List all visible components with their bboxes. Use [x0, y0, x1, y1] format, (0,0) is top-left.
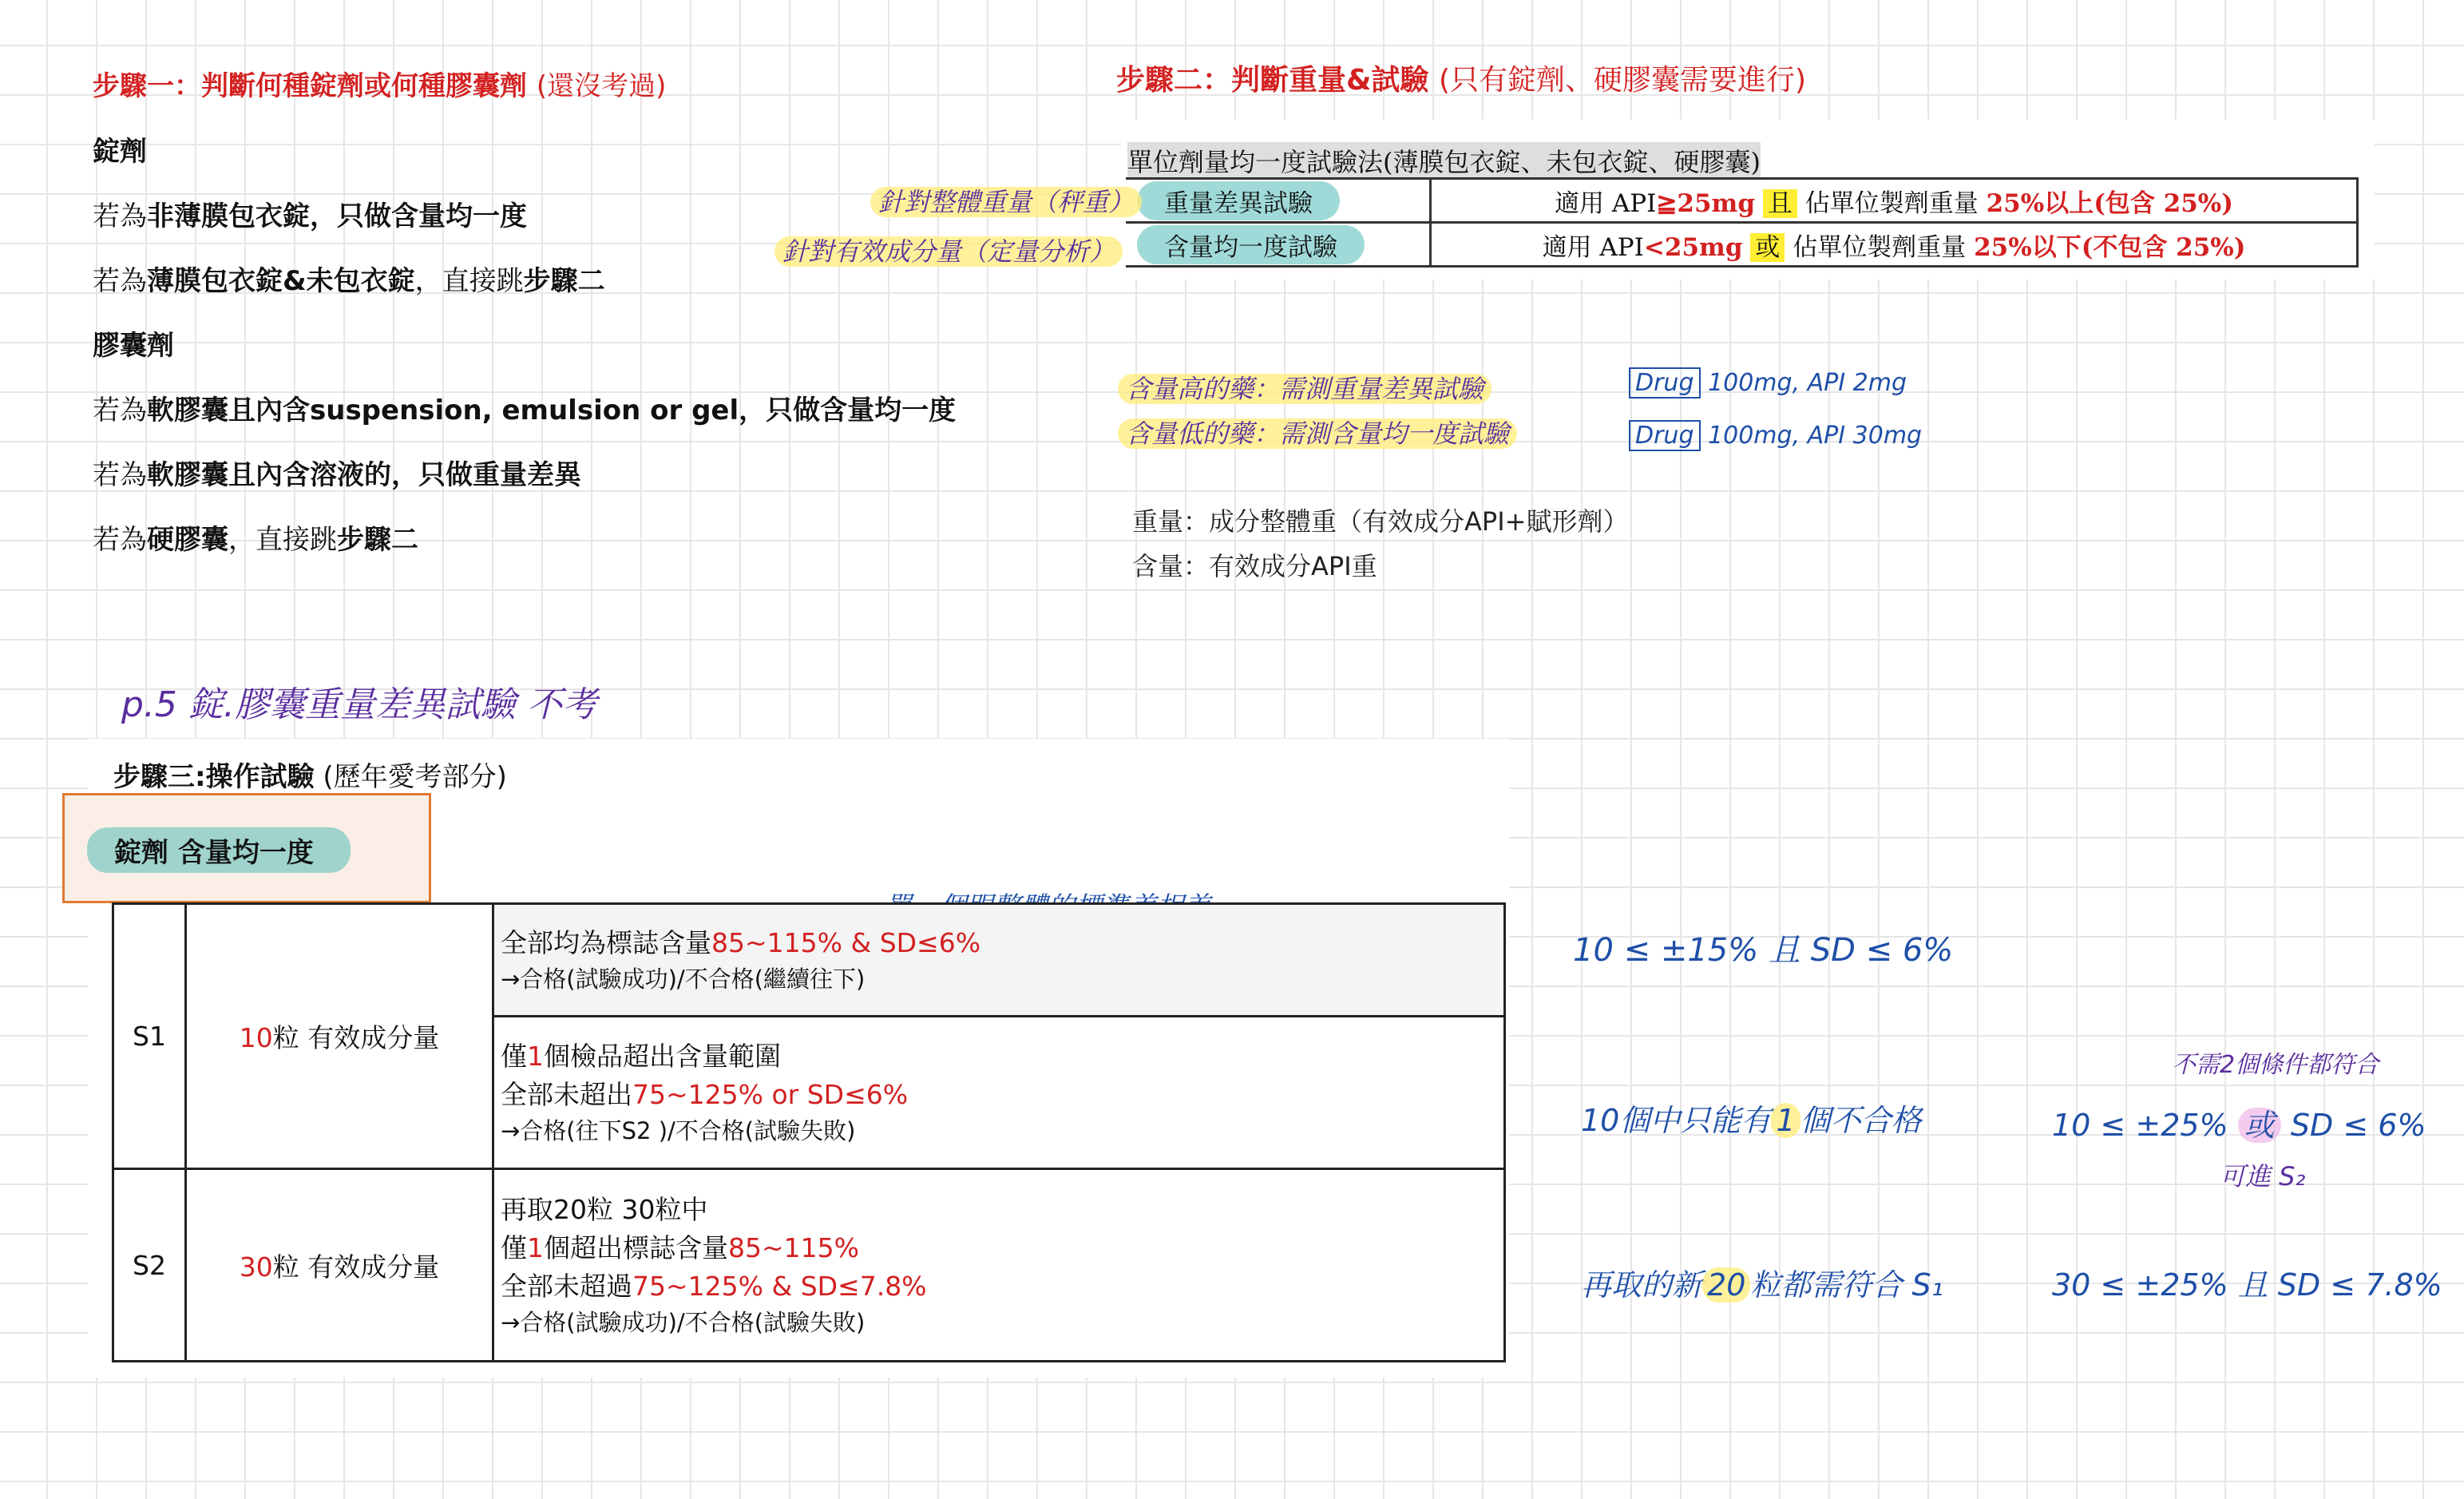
test-name: 含量均一度試驗: [1137, 225, 1365, 264]
right-note-3b: 30 ≤ ±25% 且 SD ≤ 7.8%: [2052, 1267, 2442, 1303]
right-note-2-top: 不需2個條件都符合: [2172, 1051, 2379, 1079]
step1-line2: 若為薄膜包衣錠&未包衣錠，直接跳步驟二: [93, 265, 605, 297]
step2-title: 步驟二：判斷重量&試驗 (只有錠劑、硬膠囊需要進行): [1116, 64, 1807, 97]
step1-capsule-heading: 膠囊劑: [93, 330, 174, 362]
stage-count: 10粒 有效成分量: [186, 904, 493, 1169]
step3-title: 步驟三:操作試驗 (歷年愛考部分): [113, 761, 507, 793]
step2-table-caption: 單位劑量均一度試驗法(薄膜包衣錠、未包衣錠、硬膠囊): [1127, 142, 1761, 179]
definition-weight: 重量：成分整體重（有效成分API+賦形劑）: [1132, 506, 1629, 537]
step1-tablet-heading: 錠劑: [93, 136, 147, 168]
s1-criterion-a: 全部均為標誌含量85~115% & SD≤6% →合格(試驗成功)/不合格(繼續往下): [493, 904, 1505, 1017]
step1-line5: 若為硬膠囊，直接跳步驟二: [93, 524, 418, 556]
stage-label: S2: [113, 1169, 186, 1362]
step1-line3: 若為軟膠囊且內含suspension, emulsion or gel，只做含量均一度: [93, 395, 957, 426]
stage-count: 30粒 有效成分量: [186, 1169, 493, 1362]
step3-table: [112, 902, 1506, 1362]
definition-content: 含量：有效成分API重: [1132, 551, 1377, 581]
test-name: 重量差異試驗: [1137, 181, 1340, 220]
low-drug-note: 含量低的藥：需測含量均一度試驗: [1118, 414, 1517, 450]
right-note-2-sub: 可進 S₂: [2220, 1161, 2306, 1192]
right-note-1: 10 ≤ ±15% 且 SD ≤ 6%: [1573, 932, 1954, 969]
row2-handnote: 針對有效成分量（定量分析）: [774, 232, 1123, 268]
row1-handnote: 針對整體重量（秤重）: [870, 182, 1142, 219]
right-note-2b: 10 ≤ ±25% 或 SD ≤ 6%: [2052, 1108, 2426, 1143]
criteria-cell: 適用 API≧25mg 且 佔單位製劑重量 25%以上(包含 25%): [1431, 179, 2358, 223]
step3-badge: 錠劑 含量均一度: [87, 827, 351, 873]
table-row: [1126, 179, 2358, 223]
step3-badge-box: [62, 793, 431, 903]
step1-line1: 若為非薄膜包衣錠，只做含量均一度: [93, 200, 527, 232]
stage-label: S1: [113, 904, 186, 1169]
right-note-2a: 10個中只能有 1 個不合格: [1581, 1103, 1922, 1138]
criteria-cell: 適用 API<25mg 或 佔單位製劑重量 25%以下(不包含 25%): [1431, 223, 2358, 267]
step1-title: 步驟一：判斷何種錠劑或何種膠囊劑 (還沒考過): [93, 70, 667, 102]
p5-handnote: p.5 錠.膠囊重量差異試驗 不考: [121, 684, 597, 725]
table-row: [1126, 223, 2358, 267]
high-drug-example: Drug 100mg, API 2mg: [1629, 369, 1907, 397]
table-row: [113, 1169, 1505, 1362]
step1-line4: 若為軟膠囊且內含溶液的，只做重量差異: [93, 459, 581, 491]
table-row: [113, 904, 1505, 1017]
right-note-3a: 再取的新 20 粒都需符合 S₁: [1581, 1267, 1943, 1303]
step2-table: [1126, 177, 2359, 268]
high-drug-note: 含量高的藥：需測重量差異試驗: [1118, 369, 1491, 406]
s1-criterion-b: 僅1個檢品超出含量範圍 全部未超出75~125% or SD≤6% →合格(往下S2 )/不合格(試驗失敗): [493, 1017, 1505, 1169]
s2-criterion: 再取20粒 30粒中 僅1個超出標誌含量85~115% 全部未超過75~125% & SD≤7.8% →合格(試驗成功)/不合格(試驗失敗): [493, 1169, 1505, 1362]
low-drug-example: Drug 100mg, API 30mg: [1629, 422, 1922, 450]
